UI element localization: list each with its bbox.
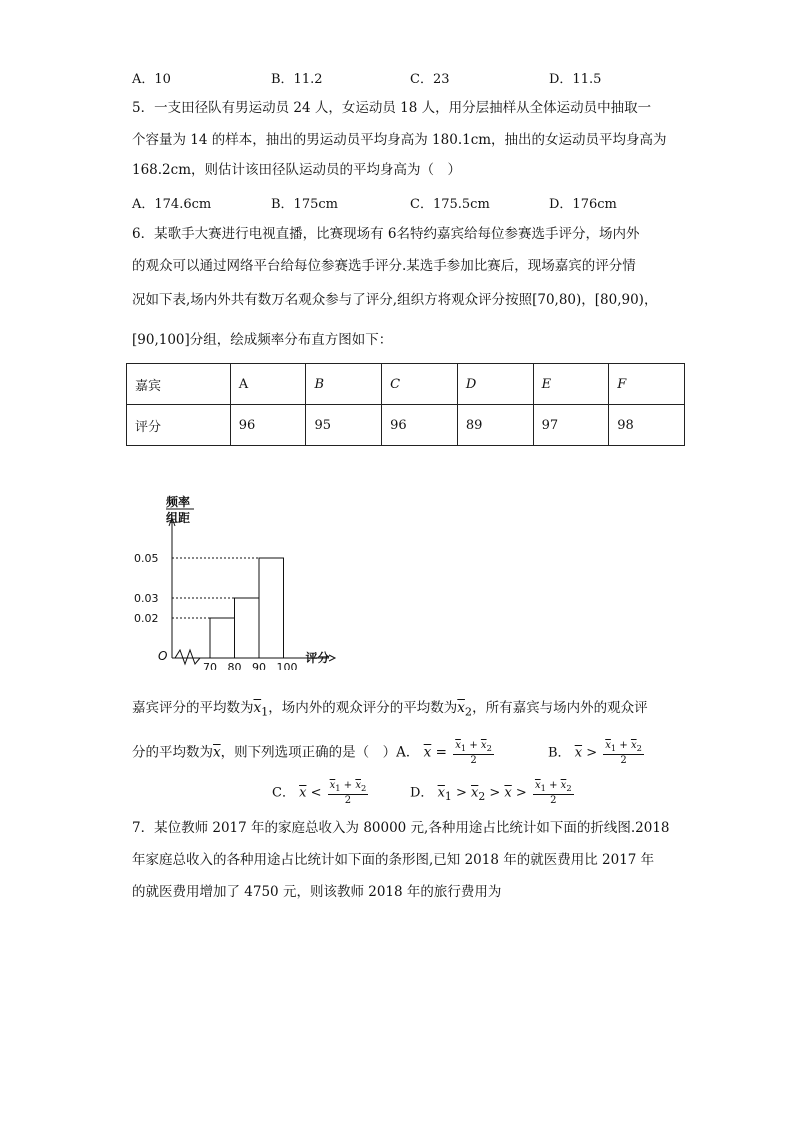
score-cell: 97 [533, 405, 609, 446]
option-d-fraction: $\frac{\overline{x}_1 + \overline{x}_2}{2}$ [534, 780, 572, 806]
q7-line-3: 的就医费用增加了 4750 元，则该教师 2018 年的旅行费用为 [132, 884, 502, 900]
guest-cell: E [533, 364, 609, 405]
option-a-fraction: $\frac{\overline{x}_1 + \overline{x}_2}{2}$ [455, 740, 492, 766]
q6-option-b: B． $\overline{x}$ > $\frac{\overline{x}_1 + \overline{x}_2}{2}$ [548, 740, 642, 766]
q7-line-2: 年家庭总收入的各种用途占比统计如下面的条形图,已知 2018 年的就医费用比 2017 年 [132, 852, 655, 868]
x-tick-label: 80 [227, 661, 242, 670]
x-tick-label: 90 [252, 661, 266, 670]
score-cell: 96 [230, 405, 306, 446]
score-cell: 95 [306, 405, 382, 446]
axis-break-zigzag [175, 650, 200, 664]
q6-line-4: [90,100]分组，绘成频率分布直方图如下： [132, 332, 393, 348]
q5-option-a: A．174.6cm [132, 197, 212, 212]
guest-cell: A [230, 364, 306, 405]
y-tick-label: 0.05 [134, 552, 159, 565]
guest-cell: D [457, 364, 533, 405]
histogram-bar [210, 618, 235, 658]
q5-line-3: 168.2cm，则估计该田径队运动员的平均身高为（ ） [132, 162, 462, 178]
q5-line-1: 5．一支田径队有男运动员 24 人，女运动员 18 人，用分层抽样从全体运动员中抽取一 [132, 100, 652, 116]
q5-line-2: 个容量为 14 的样本，抽出的男运动员平均身高为 180.1cm，抽出的女运动员平均身高为 [132, 132, 667, 148]
histogram-bar [235, 598, 260, 658]
guest-cell: F [609, 364, 685, 405]
q6-line-1: 6．某歌手大赛进行电视直播，比赛现场有 6名特约嘉宾给每位参赛选手评分，场内外 [132, 226, 640, 242]
table-score-label: 评分 [127, 405, 231, 446]
q6-line-3: 况如下表,场内外共有数万名观众参与了评分,组织方将观众评分按照[70,80)，[80,90)， [132, 292, 658, 308]
x-axis-label: 评分 [305, 651, 330, 665]
x-tick-label: 70 [203, 661, 217, 670]
q6-option-c: C． $\overline{x}$ < $\frac{\overline{x}_1 + \overline{x}_2}{2}$ [272, 780, 367, 806]
y-label-bottom: 组距 [166, 511, 191, 525]
q4-option-c: C．23 [410, 72, 450, 87]
guest-cell: B [306, 364, 382, 405]
origin-label: O [158, 649, 168, 663]
q5-option-b: B．175cm [271, 197, 338, 212]
table-row [127, 364, 685, 405]
table-header-label: 嘉宾 [127, 364, 231, 405]
y-tick-label: 0.03 [134, 592, 159, 605]
score-cell: 96 [382, 405, 458, 446]
judges-score-table [126, 363, 685, 446]
q6-option-d: D． $\overline{x}_1 > \overline{x}_2 > \overline{x}$ > $\frac{\overline{x}_1 + \overline{x}_2}{2}$ [410, 780, 572, 806]
score-cell: 89 [457, 405, 533, 446]
q7-line-1: 7．某位教师 2017 年的家庭总收入为 80000 元,各种用途占比统计如下面的折线图.2018 [132, 820, 670, 836]
y-tick-label: 0.02 [134, 612, 159, 625]
histogram-bar [259, 558, 284, 658]
option-c-fraction: $\frac{\overline{x}_1 + \overline{x}_2}{2}$ [329, 780, 367, 806]
table-row [127, 405, 685, 446]
q6-after-line-2: 分的平均数为$\overline{x}$，则下列选项正确的是（ ）A． $\overline{x}$ = $\frac{\overline{x}_1 + \overline{x}_2}{2}$ [132, 740, 492, 766]
score-cell: 98 [609, 405, 685, 446]
q5-option-d: D．176cm [549, 197, 617, 212]
x-axis-arrow [329, 655, 335, 661]
option-b-fraction: $\frac{\overline{x}_1 + \overline{x}_2}{2}$ [605, 740, 642, 766]
x-tick-label: 100 [276, 661, 298, 670]
guest-cell: C [382, 364, 458, 405]
y-label-top: 频率 [166, 495, 191, 509]
q6-after-line-1: 嘉宾评分的平均数为$\overline{x}_1$，场内外的观众评分的平均数为$\overline{x}_2$，所有嘉宾与场内外的观众评 [132, 700, 648, 719]
q4-option-a: A．10 [132, 72, 171, 87]
q4-option-b: B．11.2 [271, 72, 323, 87]
frequency-histogram [132, 490, 347, 670]
q4-option-d: D．11.5 [549, 72, 602, 87]
option-a-lhs: $\overline{x}$ [423, 744, 432, 761]
q6-line-2: 的观众可以通过网络平台给每位参赛选手评分.某选手参加比赛后，现场嘉宾的评分情 [132, 258, 636, 274]
q5-option-c: C．175.5cm [410, 197, 490, 212]
